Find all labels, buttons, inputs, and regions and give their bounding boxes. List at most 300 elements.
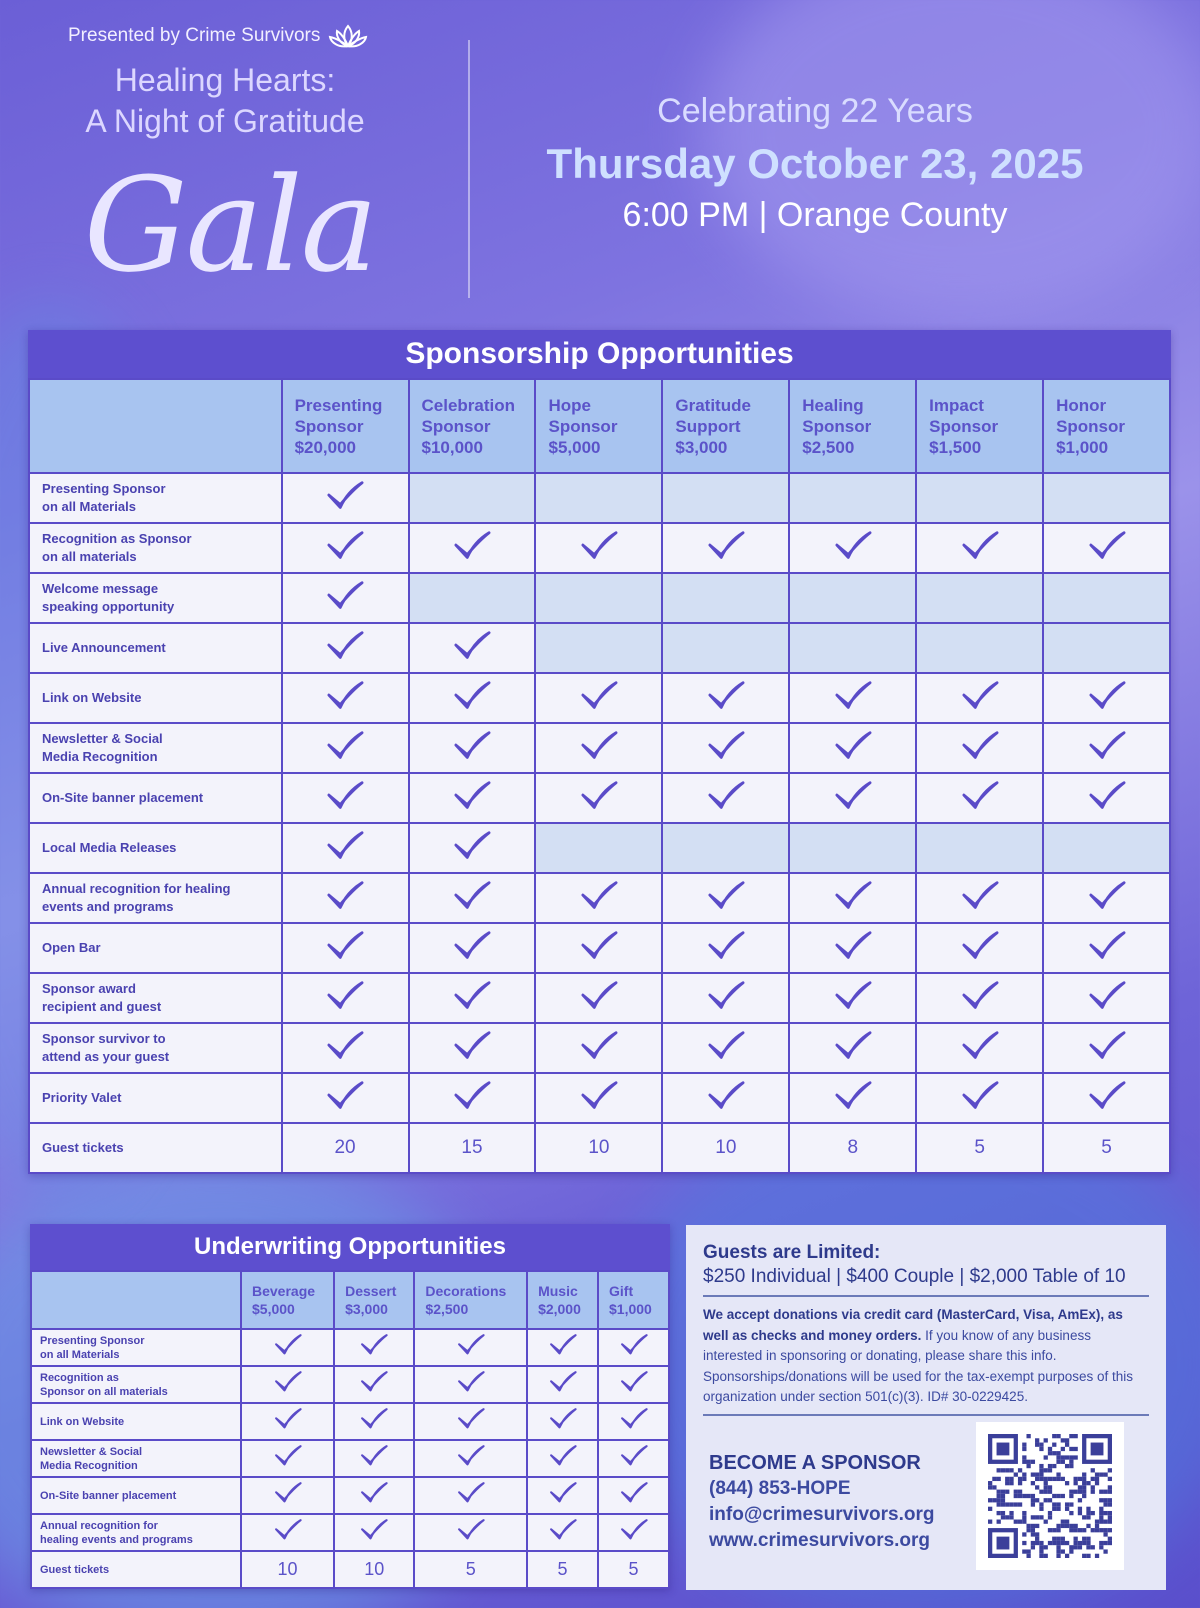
table-row: [29, 1023, 1170, 1073]
benefit-label: [29, 1023, 282, 1073]
checkmark-icon: [274, 1406, 302, 1432]
checked-cell: [535, 1073, 662, 1123]
checkmark-icon: [580, 779, 618, 813]
checkmark-icon: [326, 529, 364, 563]
benefit-line: Welcome message: [42, 581, 159, 596]
benefit-line: attend as your guest: [42, 1049, 170, 1064]
checkmark-icon: [707, 729, 745, 763]
underwriting-title: Underwriting Opportunities: [30, 1224, 670, 1270]
tier-type: Sponsor: [294, 416, 364, 436]
checked-cell: [916, 1023, 1043, 1073]
checkmark-icon: [834, 1079, 872, 1113]
benefit-line: Media Recognition: [40, 1459, 138, 1472]
qr-code[interactable]: [976, 1422, 1124, 1570]
checked-cell: [282, 523, 409, 573]
benefit-line: Live Announcement: [42, 640, 166, 655]
tier-price: $2,000: [538, 1301, 581, 1317]
email-link[interactable]: info@crimesurvivors.org: [709, 1504, 935, 1525]
benefit-label: [29, 823, 282, 873]
checkmark-icon: [707, 779, 745, 813]
checkmark-icon: [360, 1480, 388, 1506]
benefit-line: Presenting Sponsor: [40, 1334, 145, 1347]
checked-cell: [409, 973, 536, 1023]
checked-cell: [1043, 873, 1170, 923]
table-row: [29, 973, 1170, 1023]
benefit-line: Link on Website: [40, 1415, 125, 1428]
checkmark-icon: [707, 1029, 745, 1063]
checkmark-icon: [274, 1480, 302, 1506]
tier-name: Beverage: [252, 1283, 316, 1299]
checked-cell: [662, 673, 789, 723]
checked-cell: [535, 873, 662, 923]
tier-price: $1,000: [609, 1301, 652, 1317]
checkmark-icon: [1088, 979, 1126, 1013]
checkmark-icon: [274, 1332, 302, 1358]
checkmark-icon: [961, 879, 999, 913]
empty-cell: [662, 473, 789, 523]
checkmark-icon: [961, 1079, 999, 1113]
checked-cell: [789, 973, 916, 1023]
phone-number[interactable]: (844) 853-HOPE: [709, 1478, 851, 1499]
checked-cell: [916, 923, 1043, 973]
checked-cell: [662, 723, 789, 773]
empty-cell: [1043, 473, 1170, 523]
checked-cell: [409, 1023, 536, 1073]
checkmark-icon: [707, 929, 745, 963]
table-row: [29, 623, 1170, 673]
become-sponsor-heading: BECOME A SPONSOR: [709, 1452, 921, 1474]
ticket-number: 10: [715, 1137, 737, 1158]
checked-cell: [598, 1514, 669, 1551]
checkmark-icon: [326, 979, 364, 1013]
table-row: [29, 873, 1170, 923]
benefit-label: [29, 623, 282, 673]
checked-cell: [1043, 523, 1170, 573]
tier-header: [241, 1271, 334, 1329]
checkmark-icon: [453, 1079, 491, 1113]
checked-cell: [535, 773, 662, 823]
benefit-label: [29, 523, 282, 573]
table-row: [31, 1329, 669, 1366]
checked-cell: [414, 1366, 527, 1403]
table-row: [29, 473, 1170, 523]
checked-cell: [282, 723, 409, 773]
ticket-number: 5: [465, 1559, 476, 1579]
checked-cell: [241, 1366, 334, 1403]
table-row: [31, 1477, 669, 1514]
guest-ticket-count: [409, 1123, 536, 1173]
guest-ticket-count: [535, 1123, 662, 1173]
ticket-prices: $250 Individual | $400 Couple | $2,000 Table of 10: [703, 1266, 1126, 1287]
checked-cell: [282, 573, 409, 623]
benefit-label: [31, 1477, 241, 1514]
guest-ticket-count: [662, 1123, 789, 1173]
tier-price: $1,000: [1056, 437, 1109, 457]
checkmark-icon: [961, 929, 999, 963]
empty-cell: [535, 473, 662, 523]
tier-price: $3,000: [345, 1301, 388, 1317]
tier-header: [598, 1271, 669, 1329]
empty-cell: [1043, 623, 1170, 673]
checked-cell: [1043, 773, 1170, 823]
checkmark-icon: [707, 879, 745, 913]
checkmark-icon: [326, 1029, 364, 1063]
table-row: [29, 673, 1170, 723]
checked-cell: [282, 1073, 409, 1123]
checkmark-icon: [326, 929, 364, 963]
tier-name: Honor: [1056, 395, 1107, 415]
guest-ticket-count: [282, 1123, 409, 1173]
checkmark-icon: [453, 829, 491, 863]
checked-cell: [414, 1329, 527, 1366]
checkmark-icon: [326, 829, 364, 863]
empty-cell: [1043, 573, 1170, 623]
website-link[interactable]: www.crimesurvivors.org: [709, 1530, 931, 1551]
benefit-line: Annual recognition for healing: [42, 881, 231, 896]
benefit-label: [31, 1366, 241, 1403]
checkmark-icon: [549, 1443, 577, 1469]
checked-cell: [662, 973, 789, 1023]
checkmark-icon: [580, 679, 618, 713]
checkmark-icon: [707, 679, 745, 713]
ticket-number: 5: [1101, 1137, 1112, 1158]
benefit-label: [29, 1073, 282, 1123]
checkmark-icon: [457, 1443, 485, 1469]
benefit-line: On-Site banner placement: [40, 1489, 177, 1502]
underwriting-table: [30, 1224, 670, 1589]
empty-cell: [662, 823, 789, 873]
checkmark-icon: [326, 879, 364, 913]
checkmark-icon: [961, 979, 999, 1013]
contact-info: [709, 1476, 934, 1554]
checkmark-icon: [707, 529, 745, 563]
presented-by: Presented by Crime Survivors: [68, 22, 368, 50]
guest-tickets-label: Guest tickets: [29, 1123, 282, 1173]
checkmark-icon: [360, 1443, 388, 1469]
checked-cell: [789, 923, 916, 973]
checked-cell: [789, 723, 916, 773]
checked-cell: [282, 973, 409, 1023]
checked-cell: [662, 873, 789, 923]
checked-cell: [1043, 1023, 1170, 1073]
empty-cell: [789, 573, 916, 623]
ticket-number: 5: [557, 1559, 568, 1579]
checkmark-icon: [453, 929, 491, 963]
checkmark-icon: [360, 1517, 388, 1543]
checked-cell: [789, 1073, 916, 1123]
checkmark-icon: [620, 1369, 648, 1395]
checked-cell: [334, 1440, 414, 1477]
benefit-label: [29, 723, 282, 773]
tier-price: $2,500: [425, 1301, 469, 1317]
corner-cell: [31, 1271, 241, 1329]
checkmark-icon: [326, 1079, 364, 1113]
checked-cell: [598, 1440, 669, 1477]
checked-cell: [282, 823, 409, 873]
event-title: Healing Hearts: A Night of Gratitude: [85, 62, 365, 139]
checkmark-icon: [1088, 679, 1126, 713]
empty-cell: [535, 823, 662, 873]
tier-type: Sponsor: [802, 416, 872, 436]
checkmark-icon: [457, 1332, 485, 1358]
underwriting-header-row: [31, 1271, 669, 1329]
checked-cell: [789, 873, 916, 923]
checkmark-icon: [326, 479, 364, 513]
table-row: [29, 523, 1170, 573]
empty-cell: [789, 823, 916, 873]
checked-cell: [535, 523, 662, 573]
donation-info: We accept donations via credit card (MasterCard, Visa, AmEx), as well as checks and money orders. If you know of any business interested in sponsoring or donating, please share this info. Sponsorships/donations will be used for the tax-exempt purposes of this organization under section 501(c)(3). ID# 30-0229425.: [703, 1307, 1133, 1404]
benefit-line: on all Materials: [42, 499, 136, 514]
empty-cell: [662, 573, 789, 623]
tier-type: Sponsor: [421, 416, 491, 436]
checked-cell: [334, 1514, 414, 1551]
benefit-label: [29, 973, 282, 1023]
benefit-label: [29, 873, 282, 923]
checkmark-icon: [453, 679, 491, 713]
checked-cell: [282, 773, 409, 823]
empty-cell: [789, 473, 916, 523]
tier-header: [409, 379, 536, 473]
checkmark-icon: [453, 729, 491, 763]
checked-cell: [527, 1366, 598, 1403]
checkmark-icon: [549, 1406, 577, 1432]
tier-name: Gift: [609, 1283, 634, 1299]
benefit-line: Sponsor survivor to: [42, 1031, 166, 1046]
checked-cell: [282, 873, 409, 923]
checked-cell: [409, 923, 536, 973]
tier-header: [916, 379, 1043, 473]
ticket-number: 10: [364, 1559, 385, 1579]
checkmark-icon: [580, 1079, 618, 1113]
checked-cell: [282, 1023, 409, 1073]
benefit-line: on all Materials: [40, 1348, 120, 1361]
checked-cell: [916, 873, 1043, 923]
checkmark-icon: [453, 529, 491, 563]
qr-code-icon: [988, 1434, 1112, 1558]
empty-cell: [535, 623, 662, 673]
checked-cell: [598, 1477, 669, 1514]
benefit-line: Recognition as Sponsor: [42, 531, 192, 546]
divider: [703, 1414, 1149, 1416]
checkmark-icon: [326, 779, 364, 813]
tier-price: $2,500: [802, 437, 855, 457]
checked-cell: [527, 1477, 598, 1514]
benefit-line: Sponsor on all materials: [40, 1385, 168, 1398]
checkmark-icon: [834, 929, 872, 963]
guest-ticket-count: [598, 1551, 669, 1588]
checked-cell: [535, 923, 662, 973]
checked-cell: [414, 1403, 527, 1440]
checked-cell: [916, 773, 1043, 823]
checked-cell: [241, 1477, 334, 1514]
tier-price: $5,000: [252, 1301, 295, 1317]
checked-cell: [282, 623, 409, 673]
checkmark-icon: [453, 879, 491, 913]
checkmark-icon: [549, 1517, 577, 1543]
table-row: [29, 823, 1170, 873]
tier-price: $5,000: [548, 437, 601, 457]
checkmark-icon: [834, 879, 872, 913]
checked-cell: [662, 773, 789, 823]
table-row: [31, 1403, 669, 1440]
checked-cell: [535, 973, 662, 1023]
table-row: [31, 1366, 669, 1403]
checkmark-icon: [620, 1443, 648, 1469]
benefit-line: Link on Website: [42, 690, 142, 705]
table-row: [31, 1514, 669, 1551]
checked-cell: [598, 1366, 669, 1403]
checked-cell: [414, 1514, 527, 1551]
checkmark-icon: [620, 1332, 648, 1358]
checkmark-icon: [1088, 879, 1126, 913]
tier-header: [527, 1271, 598, 1329]
benefit-label: [29, 923, 282, 973]
empty-cell: [916, 573, 1043, 623]
empty-cell: [916, 623, 1043, 673]
benefit-line: speaking opportunity: [42, 599, 175, 614]
benefit-line: on all materials: [42, 549, 137, 564]
benefit-line: Recognition as: [40, 1371, 119, 1384]
empty-cell: [409, 573, 536, 623]
empty-cell: [662, 623, 789, 673]
checkmark-icon: [834, 779, 872, 813]
event-date: Thursday October 23, 2025: [546, 140, 1084, 187]
ticket-number: 10: [277, 1559, 298, 1579]
tier-name: Presenting: [294, 395, 383, 415]
checked-cell: [916, 523, 1043, 573]
guest-ticket-count: [334, 1551, 414, 1588]
tier-name: Dessert: [345, 1283, 397, 1299]
checked-cell: [527, 1329, 598, 1366]
divider: [703, 1295, 1149, 1297]
checked-cell: [662, 523, 789, 573]
tier-price: $1,500: [929, 437, 982, 457]
guest-ticket-count: [241, 1551, 334, 1588]
checked-cell: [241, 1514, 334, 1551]
checkmark-icon: [453, 1029, 491, 1063]
checked-cell: [598, 1403, 669, 1440]
guest-ticket-count: [789, 1123, 916, 1173]
checked-cell: [916, 723, 1043, 773]
ticket-number: 20: [334, 1137, 356, 1158]
checkmark-icon: [961, 679, 999, 713]
benefit-line: Sponsor award: [42, 981, 136, 996]
ticket-number: 8: [847, 1137, 859, 1158]
checkmark-icon: [453, 629, 491, 663]
checked-cell: [789, 773, 916, 823]
guest-tickets-label: Guest tickets: [31, 1551, 241, 1588]
tier-type: Sponsor: [929, 416, 999, 436]
checked-cell: [527, 1514, 598, 1551]
checked-cell: [334, 1329, 414, 1366]
benefit-line: On-Site banner placement: [42, 790, 204, 805]
checked-cell: [1043, 923, 1170, 973]
ticket-number: 15: [461, 1137, 483, 1158]
checked-cell: [414, 1440, 527, 1477]
sponsorship-header-row: [29, 379, 1170, 473]
checked-cell: [414, 1477, 527, 1514]
tier-name: Hope: [548, 395, 591, 415]
tier-header: [1043, 379, 1170, 473]
checkmark-icon: [834, 1029, 872, 1063]
empty-cell: [535, 573, 662, 623]
checkmark-icon: [580, 979, 618, 1013]
checkmark-icon: [961, 729, 999, 763]
checked-cell: [662, 1073, 789, 1123]
benefit-line: recipient and guest: [42, 999, 162, 1014]
checked-cell: [535, 1023, 662, 1073]
benefit-label: [31, 1514, 241, 1551]
table-row: [29, 1073, 1170, 1123]
checkmark-icon: [961, 1029, 999, 1063]
checked-cell: [409, 773, 536, 823]
ticket-number: 5: [974, 1137, 985, 1158]
guest-ticket-count: [916, 1123, 1043, 1173]
celebrating-years: Celebrating 22 Years: [657, 92, 973, 130]
checkmark-icon: [457, 1480, 485, 1506]
table-row: [29, 723, 1170, 773]
checked-cell: [535, 673, 662, 723]
checked-cell: [241, 1440, 334, 1477]
tier-header: [535, 379, 662, 473]
checkmark-icon: [1088, 929, 1126, 963]
benefit-label: [29, 673, 282, 723]
checked-cell: [334, 1477, 414, 1514]
checkmark-icon: [274, 1517, 302, 1543]
tier-type: Sponsor: [548, 416, 618, 436]
checkmark-icon: [834, 729, 872, 763]
checkmark-icon: [457, 1369, 485, 1395]
checked-cell: [282, 473, 409, 523]
checkmark-icon: [580, 1029, 618, 1063]
tier-price: $3,000: [675, 437, 728, 457]
tier-header: [789, 379, 916, 473]
checkmark-icon: [274, 1443, 302, 1469]
checkmark-icon: [620, 1480, 648, 1506]
checkmark-icon: [549, 1332, 577, 1358]
checked-cell: [241, 1403, 334, 1440]
benefit-label: [29, 573, 282, 623]
benefit-line: Newsletter & Social: [42, 731, 163, 746]
table-row: [29, 773, 1170, 823]
checked-cell: [527, 1403, 598, 1440]
event-time-place: 6:00 PM | Orange County: [622, 196, 1008, 234]
sponsorship-title: Sponsorship Opportunities: [28, 330, 1171, 378]
checked-cell: [282, 923, 409, 973]
tier-price: $10,000: [421, 437, 483, 457]
checkmark-icon: [961, 779, 999, 813]
tier-header: [662, 379, 789, 473]
benefit-line: events and programs: [42, 899, 174, 914]
tier-price: $20,000: [294, 437, 357, 457]
corner-cell: [29, 379, 282, 473]
benefit-line: Newsletter & Social: [40, 1445, 143, 1458]
guests-limited: Guests are Limited:: [703, 1242, 881, 1263]
checked-cell: [662, 923, 789, 973]
table-row: [31, 1440, 669, 1477]
checkmark-icon: [326, 629, 364, 663]
checkmark-icon: [1088, 729, 1126, 763]
checkmark-icon: [834, 529, 872, 563]
checkmark-icon: [453, 979, 491, 1013]
lotus-icon: [328, 22, 368, 50]
checkmark-icon: [1088, 1079, 1126, 1113]
checkmark-icon: [1088, 529, 1126, 563]
checkmark-icon: [580, 529, 618, 563]
checked-cell: [282, 673, 409, 723]
benefit-line: Annual recognition for: [40, 1519, 158, 1532]
